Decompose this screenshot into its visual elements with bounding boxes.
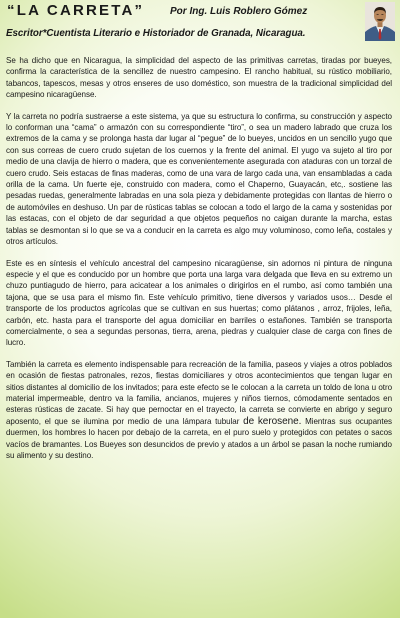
paragraph-3: Este es en síntesis el vehículo ancestral del campesino nicaragüense, sin adornos ni pintura de ninguna especie y el que es conducido por un hombre que porta una larga vara delgada que lleva en su extremo un chuzo puntiagudo de hierro, para acicatear a los animales o dirigirlos en el rumbo, así como también una tajona, que se usa para el mismo fin. Este vehículo primitivo, tiene diversos y variados usos… Desde el transporte de los productos agrícolas que se cultivan en sus huertas; como plátanos , arroz, frijoles, leña, carbón, etc. hasta para el transporte del agua domiciliar en barriles o estañones. También se transporta comercialmente, o sea a segundas personas, tierra, arena, piedras y cualquier clase de carga con fines de lucro. (6, 258, 392, 348)
paragraph-4-end: Mientras sus ocupantes duermen, los hombres lo hacen por debajo de la carreta, en el puro suelo y protegidos con petates o sacos vacíos de bramantes. Los Bueyes son desuncidos de previo y atados a un árbol se pasan la noche rumiando su alimento y su destino. (6, 416, 393, 460)
article-title: “LA CARRETA” (7, 2, 145, 19)
article-body (6, 55, 392, 471)
author-byline: Por Ing. Luis Roblero Gómez (170, 6, 308, 17)
paragraph-4-start: También la carreta es elemento indispensable para recreación de la familia, paseos y viajes a otros poblados en ocasión de fiestas patronales, rezos, fiestas domiciliares y otros acontecimientos que tengan lugar en sitios distantes al domicilio de los invitados; para este efecto se le colocan a la carreta un toldo de lona u otro material impermeable, dentro va la familia, ancianos, mujeres y niños tiernos, cómodamente sentados en esteras rústicas de zacate. Si hay que pernoctar en el trayecto, la carreta se convierte en abrigo y seguro aposento, el que se ilumina por medio de una lámpara tubular (6, 359, 392, 426)
paragraph-1: Se ha dicho que en Nicaragua, la simplicidad del aspecto de las primitivas carretas, tiradas por bueyes, confirma la característica de la sencillez de nuestro campesino. El rancho habitual, su rústico mobiliario, tabancos, tapescos, mesas y otros enseres de uso doméstico, son muestra de la tradicional simplicidad del campesino nicaragüense. (6, 56, 392, 100)
paragraph-2: Y la carreta no podría sustraerse a este sistema, ya que su estructura lo confirma, su construcción y aspecto lo conforman una “cama” o armazón con su correspondiente “tiro”, o sea un madero labrado que cruza los extremos de la cama y se prolonga hasta dar lugar al “pegue” de lo bueyes, uncidos en un sencillo yugo que con sus correas de cuero crudo sujetan de los cuernos y la frente del animal. El yugo va sujeto al tiro por medio de una clavija de hierro o madera, que es convenientemente asegurada con ataduras con un torzal de cuero crudo. Seis estacas de finas maderas, como de una vara de largo cada una, van ensambladas a cada orilla de la cama. Un fuerte eje, construido con madera, como el Chaperno, Guayacán, etc,. sostiene las pesadas ruedas, generalmente labradas en una sola pieza y debidamente protegidas con llantas de hierro o de automóviles en deshuso. Un par de rústicas tablas se colocan a todo el largo de la cama y sostenidas por las estacas, con el objeto de dar seguridad a que objetos pequeños no caigan durante la marcha, estas tablas se desmontan si lo que se va a conducir en la carreta es algo muy voluminoso, como leña, costales y otros artículos. (6, 111, 392, 247)
word-de: de (243, 415, 255, 427)
author-photo (365, 2, 395, 41)
author-portrait-icon (365, 2, 395, 41)
author-subtitle: Escritor*Cuentista Literario e Historiador de Granada, Nicaragua. (6, 28, 306, 39)
paragraph-4 (6, 359, 392, 462)
article-header (0, 0, 400, 46)
word-kerosene: kerosene. (257, 415, 302, 427)
